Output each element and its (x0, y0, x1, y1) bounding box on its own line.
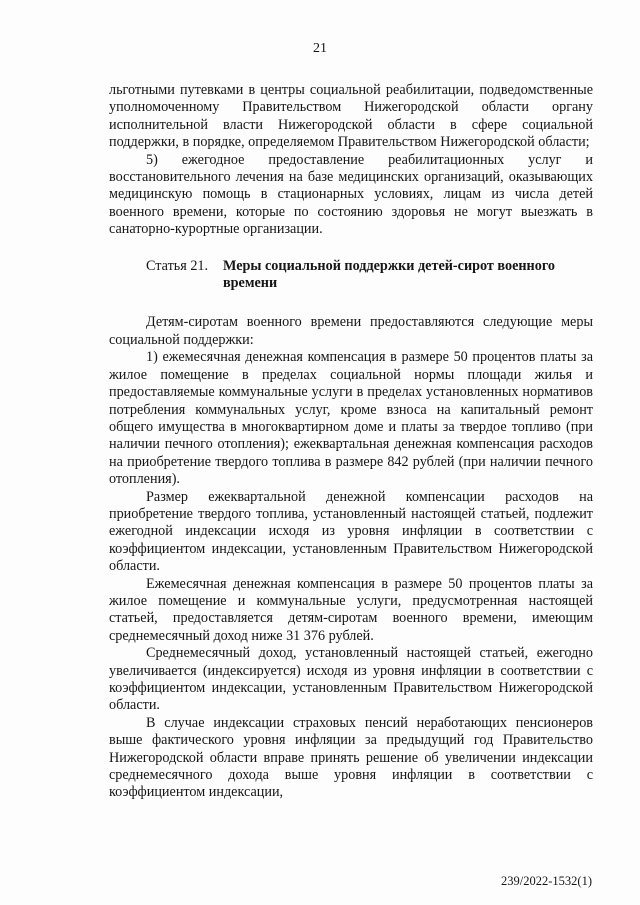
document-code: 239/2022-1532(1) (501, 874, 592, 888)
paragraph: Ежемесячная денежная компенсация в размере 50 процентов платы за жилое помещение и коммунальные услуги, предусмотренная настоящей статьей, предоставляется детям-сиротам военного времени, имеющим среднемесячный доход ниже 31 376 рублей. (109, 575, 593, 644)
paragraphs-before (109, 82, 593, 239)
paragraph: 5) ежегодное предоставление реабилитационных услуг и восстановительного лечения на базе медицинских организаций, оказывающих медицинскую помощь в стационарных условиях, лицам из числа детей военного времени, которые по состоянию здоровья не могут выезжать в санаторно-курортные организации. (109, 151, 593, 238)
page-number: 21 (313, 41, 327, 56)
paragraph: Детям-сиротам военного времени предоставляются следующие меры социальной поддержки: (109, 314, 593, 348)
article-heading (109, 258, 593, 293)
document-body (109, 82, 593, 802)
paragraph: Среднемесячный доход, установленный настоящей статьей, ежегодно увеличивается (индексируется) исходя из уровня инфляции в соответствии с коэффициентом индексации, установленным Правительством Нижегородской области. (109, 645, 593, 714)
article-title: Меры социальной поддержки детей-сирот военного времени (223, 257, 556, 292)
paragraph: льготными путевками в центры социальной реабилитации, подведомственные уполномоченному Правительством Нижегородской области органу исполнительной власти Нижегородской области в сфере социальной поддержки, в порядке, определяемом Правительством Нижегородской области; (109, 82, 593, 151)
paragraph: В случае индексации страховых пенсий неработающих пенсионеров выше фактического уровня инфляции за предыдущий год Правительство Нижегородской области вправе принять решение об увеличении индексации среднемесячного дохода выше уровня инфляции в соответствии с коэффициентом индексации, (109, 714, 593, 801)
article-label: Статья 21. (146, 257, 209, 274)
paragraphs-after (109, 314, 593, 801)
paragraph: 1) ежемесячная денежная компенсация в размере 50 процентов платы за жилое помещение в пределах социальной нормы площади жилья и предоставляемые коммунальные услуги в пределах установленных нормативов потребления коммунальных услуг, кроме взноса на капитальный ремонт общего имущества в многоквартирном доме и платы за твердое топливо (при наличии печного отопления); ежеквартальная денежная компенсация расходов на приобретение твердого топлива в размере 842 рублей (при наличии печного отопления). (109, 349, 593, 488)
paragraph: Размер ежеквартальной денежной компенсации расходов на приобретение твердого топлива, установленный настоящей статьей, подлежит ежегодной индексации исходя из уровня инфляции в соответствии с коэффициентом индексации, установленным Правительством Нижегородской области. (109, 488, 593, 575)
